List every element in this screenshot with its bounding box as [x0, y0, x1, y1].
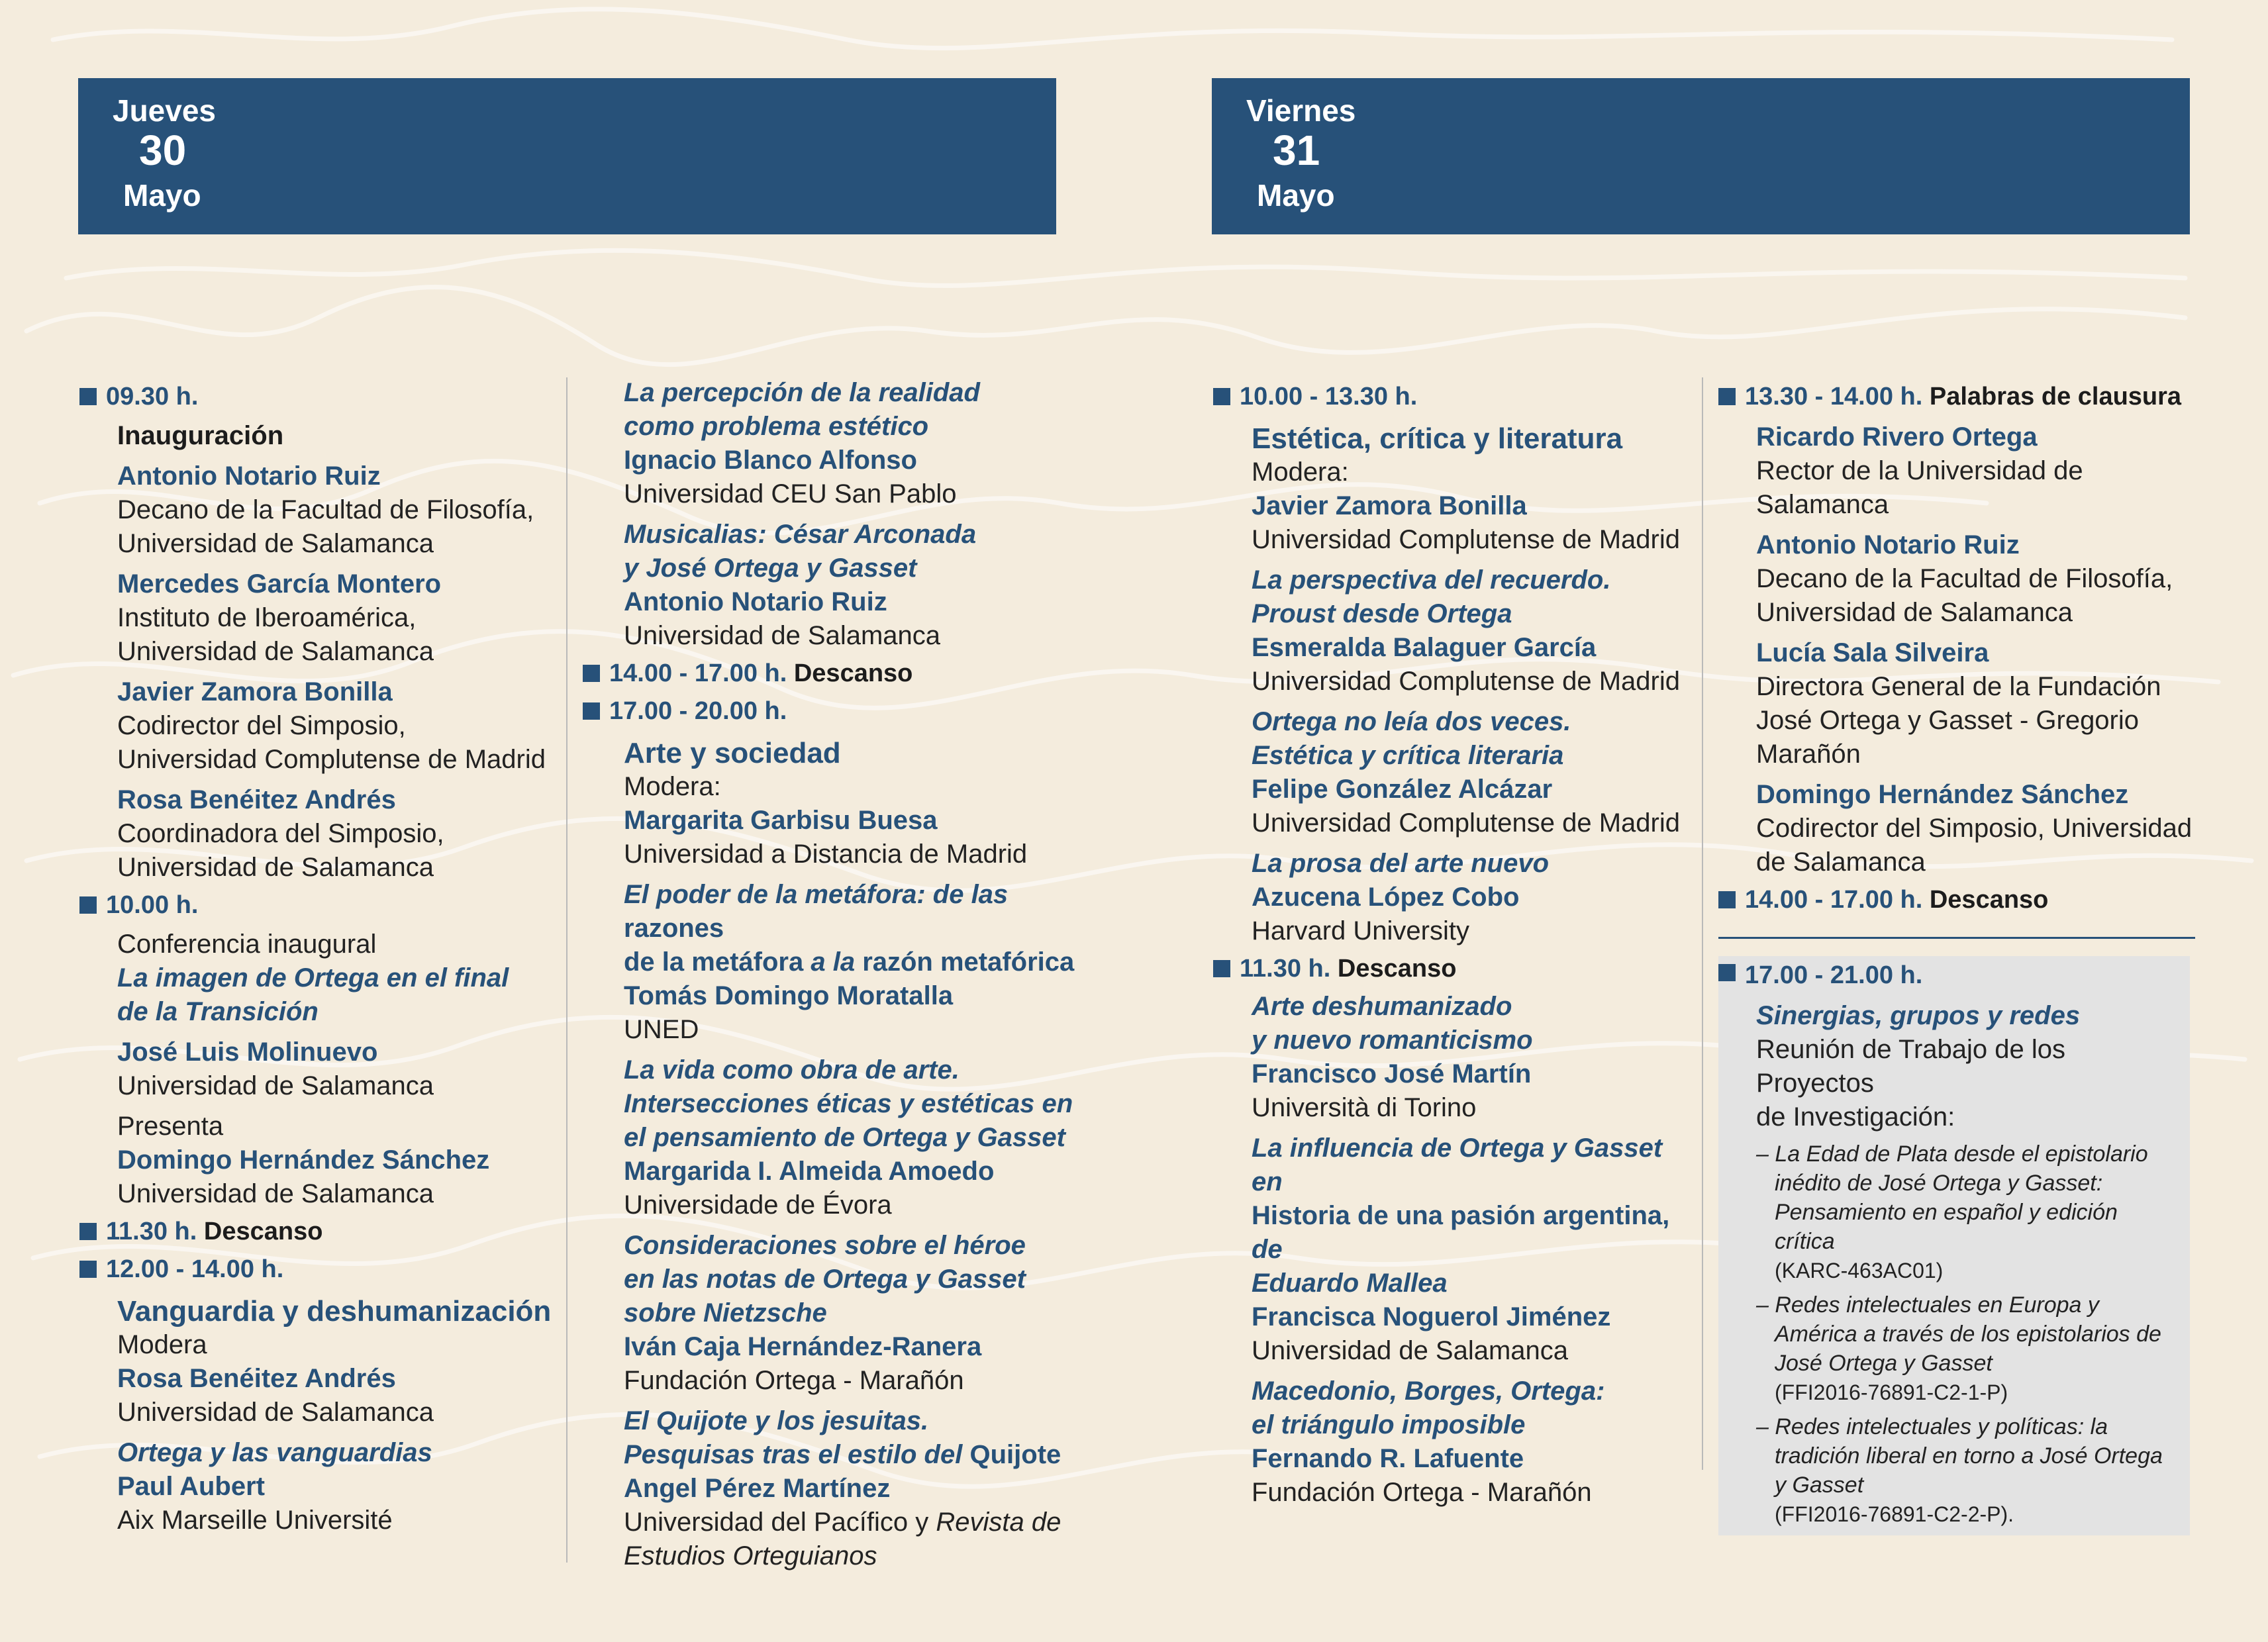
speaker-affiliation: Universidad de Salamanca: [1252, 1336, 1569, 1365]
project-item: [1718, 1412, 2190, 1529]
speaker-affiliation: Universidad de Salamanca: [117, 1179, 434, 1208]
talk-title: en las notas de Ortega y Gasset: [624, 1265, 1026, 1294]
speaker-affiliation: Universidad de Salamanca: [117, 1071, 434, 1100]
speaker-affiliation: Decano de la Facultad de Filosofía,: [1756, 564, 2173, 593]
day-number: 30: [139, 126, 187, 174]
talk-title: de la metáfora a la razón metafórica: [624, 947, 1075, 977]
time-slot: 14.00 - 17.00 h. Descanso: [1718, 883, 2202, 917]
speaker-name: Antonio Notario Ruiz: [624, 587, 887, 616]
project-title: América a través de los epistolarios de: [1775, 1322, 2161, 1347]
talk-title: de la Transición: [117, 997, 319, 1026]
speaker-name: Lucía Sala Silveira: [1756, 638, 1989, 667]
talk-title: sobre Nietzsche: [624, 1298, 827, 1328]
talk-title: Arte deshumanizado: [1252, 992, 1512, 1021]
month-name: Mayo: [123, 178, 201, 213]
speaker-name: Margarita Garbisu Buesa: [624, 806, 938, 835]
time-slot: 11.30 h. Descanso: [79, 1215, 556, 1249]
time-slot: 17.00 - 20.00 h.: [583, 695, 1086, 728]
day-header-friday: [1212, 78, 2190, 234]
speaker-affiliation: Universidad de Salamanca: [1756, 598, 2073, 627]
speaker-affiliation: Instituto de Iberoamérica,: [117, 603, 417, 632]
session-title: Vanguardia y deshumanización: [117, 1295, 552, 1328]
session-title: Estética, crítica y literatura: [1252, 422, 1623, 455]
talk-title: y José Ortega y Gasset: [624, 554, 917, 583]
month-name: Mayo: [1257, 178, 1335, 213]
day-name: Jueves: [113, 93, 217, 128]
talk-title: y nuevo romanticismo: [1252, 1026, 1533, 1055]
project-title: – Redes intelectuales y políticas: la: [1756, 1414, 2108, 1439]
presenter-label: Presenta: [117, 1112, 224, 1141]
talk-title: La influencia de Ortega y Gasset en: [1252, 1134, 1663, 1196]
moderator-label: Modera:: [1252, 458, 1349, 487]
speaker-affiliation: Universidad de Salamanca: [117, 853, 434, 882]
speaker-name: Francisco José Martín: [1252, 1059, 1532, 1088]
speaker-affiliation: Fundación Ortega - Marañón: [1252, 1478, 1592, 1507]
talk-title: La imagen de Ortega en el final: [117, 963, 509, 992]
speaker-affiliation: Universidad de Salamanca: [117, 1398, 434, 1427]
speaker-affiliation: Universidad a Distancia de Madrid: [624, 840, 1028, 869]
project-title: Pensamiento en español y edición: [1775, 1200, 2118, 1225]
speaker-name: Felipe González Alcázar: [1252, 775, 1553, 804]
speaker-affiliation: Coordinadora del Simposio,: [117, 819, 444, 848]
speaker-affiliation: Universidad CEU San Pablo: [624, 479, 957, 508]
speaker-name: José Luis Molinuevo: [117, 1038, 378, 1067]
speaker-name: Paul Aubert: [117, 1472, 265, 1501]
meeting-description: Reunión de Trabajo de los Proyectos: [1756, 1035, 2065, 1098]
talk-title: Musicalias: César Arconada: [624, 520, 977, 549]
project-title: tradición liberal en torno a José Ortega: [1775, 1443, 2163, 1469]
project-title: y Gasset: [1775, 1473, 1864, 1498]
research-meeting-box: [1718, 956, 2190, 1535]
project-title: crítica: [1775, 1229, 1835, 1254]
speaker-name: Iván Caja Hernández-Ranera: [624, 1332, 982, 1361]
talk-title: el pensamiento de Ortega y Gasset: [624, 1123, 1065, 1152]
speaker-name: Angel Pérez Martínez: [624, 1474, 891, 1503]
talk-title: Historia de una pasión argentina, de: [1252, 1201, 1670, 1264]
speaker-affiliation: José Ortega y Gasset - Gregorio Marañón: [1756, 706, 2140, 769]
speaker-affiliation: Harvard University: [1252, 916, 1469, 945]
project-title: inédito de José Ortega y Gasset:: [1775, 1171, 2103, 1196]
talk-title: Eduardo Mallea: [1252, 1269, 1448, 1298]
time-slot: 10.00 h.: [79, 889, 556, 922]
speaker-name: Fernando R. Lafuente: [1252, 1444, 1524, 1473]
project-code: (KARC-463AC01): [1775, 1259, 1944, 1282]
time-slot: 09.30 h.: [79, 380, 556, 414]
speaker-affiliation: Directora General de la Fundación: [1756, 672, 2161, 701]
talk-title: Pesquisas tras el estilo del Quijote: [624, 1440, 1061, 1469]
talk-title: La perspectiva del recuerdo.: [1252, 565, 1611, 595]
day-header-thursday: [78, 78, 1056, 234]
moderator-label: Modera:: [624, 772, 721, 801]
day-number: 31: [1273, 126, 1320, 174]
meeting-description: de Investigación:: [1756, 1102, 1955, 1132]
column-divider: [1702, 377, 1703, 1470]
project-item: [1718, 1290, 2190, 1407]
speaker-name: Rosa Benéitez Andrés: [117, 785, 396, 814]
speaker-name: Javier Zamora Bonilla: [1252, 491, 1527, 520]
talk-title: Intersecciones éticas y estéticas en: [624, 1089, 1073, 1118]
speaker-name: Esmeralda Balaguer García: [1252, 633, 1597, 662]
talk-title: Estética y crítica literaria: [1252, 741, 1564, 770]
column-divider: [566, 377, 567, 1563]
thursday-morning-column: [79, 376, 556, 1537]
project-title: – Redes intelectuales en Europa y: [1756, 1292, 2099, 1318]
speaker-affiliation: Fundación Ortega - Marañón: [624, 1366, 964, 1395]
session-title: Arte y sociedad: [624, 737, 841, 769]
speaker-affiliation: Universidad de Salamanca: [117, 637, 434, 666]
speaker-affiliation: Universidad Complutense de Madrid: [1252, 667, 1680, 696]
speaker-name: Margarida I. Almeida Amoedo: [624, 1157, 995, 1186]
talk-title: La percepción de la realidad: [624, 378, 980, 407]
speaker-name: Antonio Notario Ruiz: [1756, 530, 2020, 559]
talk-title: El poder de la metáfora: de las razones: [624, 880, 1009, 943]
time-slot: 13.30 - 14.00 h. Palabras de clausura: [1718, 380, 2202, 414]
project-code: (FFI2016-76891-C2-2-P).: [1775, 1502, 2014, 1526]
talk-title: Sinergias, grupos y redes: [1756, 1001, 2081, 1030]
speaker-name: Mercedes García Montero: [117, 569, 442, 599]
talk-title: Consideraciones sobre el héroe: [624, 1231, 1026, 1260]
speaker-affiliation: Universidad Complutense de Madrid: [1252, 525, 1680, 554]
speaker-affiliation: Universidad de Salamanca: [624, 621, 941, 650]
time-slot: 11.30 h. Descanso: [1213, 952, 1690, 986]
talk-title: Ortega no leía dos veces.: [1252, 707, 1571, 736]
speaker-name: Domingo Hernández Sánchez: [117, 1145, 490, 1175]
time-slot: 12.00 - 14.00 h.: [79, 1253, 556, 1286]
day-name: Viernes: [1246, 93, 1356, 128]
project-item: [1718, 1139, 2190, 1285]
project-title: José Ortega y Gasset: [1775, 1351, 1993, 1376]
speaker-affiliation: de Salamanca: [1756, 847, 1926, 877]
speaker-affiliation: Università di Torino: [1252, 1093, 1477, 1122]
time-slot: 17.00 - 21.00 h.: [1718, 956, 2190, 992]
friday-afternoon-column: [1718, 376, 2202, 1535]
time-slot: 14.00 - 17.00 h. Descanso: [583, 657, 1086, 691]
speaker-affiliation: Estudios Orteguianos: [624, 1541, 877, 1570]
section-divider: [1718, 937, 2195, 939]
speaker-name: Azucena López Cobo: [1252, 883, 1520, 912]
speaker-name: Ricardo Rivero Ortega: [1756, 422, 2038, 452]
speaker-affiliation: Universidad Complutense de Madrid: [1252, 808, 1680, 838]
speaker-name: Ignacio Blanco Alfonso: [624, 446, 917, 475]
event-title: Inauguración: [117, 421, 284, 450]
time-slot: 10.00 - 13.30 h.: [1213, 380, 1690, 414]
speaker-name: Domingo Hernández Sánchez: [1756, 780, 2129, 809]
talk-title: El Quijote y los jesuitas.: [624, 1406, 929, 1435]
talk-title: como problema estético: [624, 412, 929, 441]
speaker-affiliation: Aix Marseille Université: [117, 1506, 393, 1535]
speaker-affiliation: Universidad Complutense de Madrid: [117, 745, 546, 774]
speaker-affiliation: Universidad del Pacífico y Revista de: [624, 1508, 1061, 1537]
project-title: – La Edad de Plata desde el epistolario: [1756, 1141, 2148, 1167]
speaker-name: Rosa Benéitez Andrés: [117, 1364, 396, 1393]
talk-title: La prosa del arte nuevo: [1252, 849, 1550, 878]
talk-title: Proust desde Ortega: [1252, 599, 1512, 628]
speaker-affiliation: UNED: [624, 1015, 699, 1044]
speaker-affiliation: Rector de la Universidad de Salamanca: [1756, 456, 2083, 519]
friday-morning-column: [1213, 376, 1690, 1510]
event-type: Conferencia inaugural: [117, 930, 377, 959]
speaker-affiliation: Decano de la Facultad de Filosofía,: [117, 495, 534, 524]
moderator-label: Modera: [117, 1330, 207, 1359]
speaker-affiliation: Codirector del Simposio,: [117, 711, 406, 740]
project-code: (FFI2016-76891-C2-1-P): [1775, 1380, 2008, 1404]
speaker-name: Javier Zamora Bonilla: [117, 677, 393, 706]
talk-title: el triángulo imposible: [1252, 1410, 1526, 1439]
talk-title: La vida como obra de arte.: [624, 1055, 960, 1085]
speaker-name: Tomás Domingo Moratalla: [624, 981, 954, 1010]
talk-title: Macedonio, Borges, Ortega:: [1252, 1376, 1605, 1406]
speaker-affiliation: Codirector del Simposio, Universidad: [1756, 814, 2193, 843]
speaker-affiliation: Universidad de Salamanca: [117, 529, 434, 558]
thursday-afternoon-column: [583, 376, 1086, 1573]
speaker-affiliation: Universidade de Évora: [624, 1190, 892, 1220]
speaker-name: Francisca Noguerol Jiménez: [1252, 1302, 1611, 1331]
speaker-name: Antonio Notario Ruiz: [117, 461, 381, 491]
talk-title: Ortega y las vanguardias: [117, 1438, 432, 1467]
